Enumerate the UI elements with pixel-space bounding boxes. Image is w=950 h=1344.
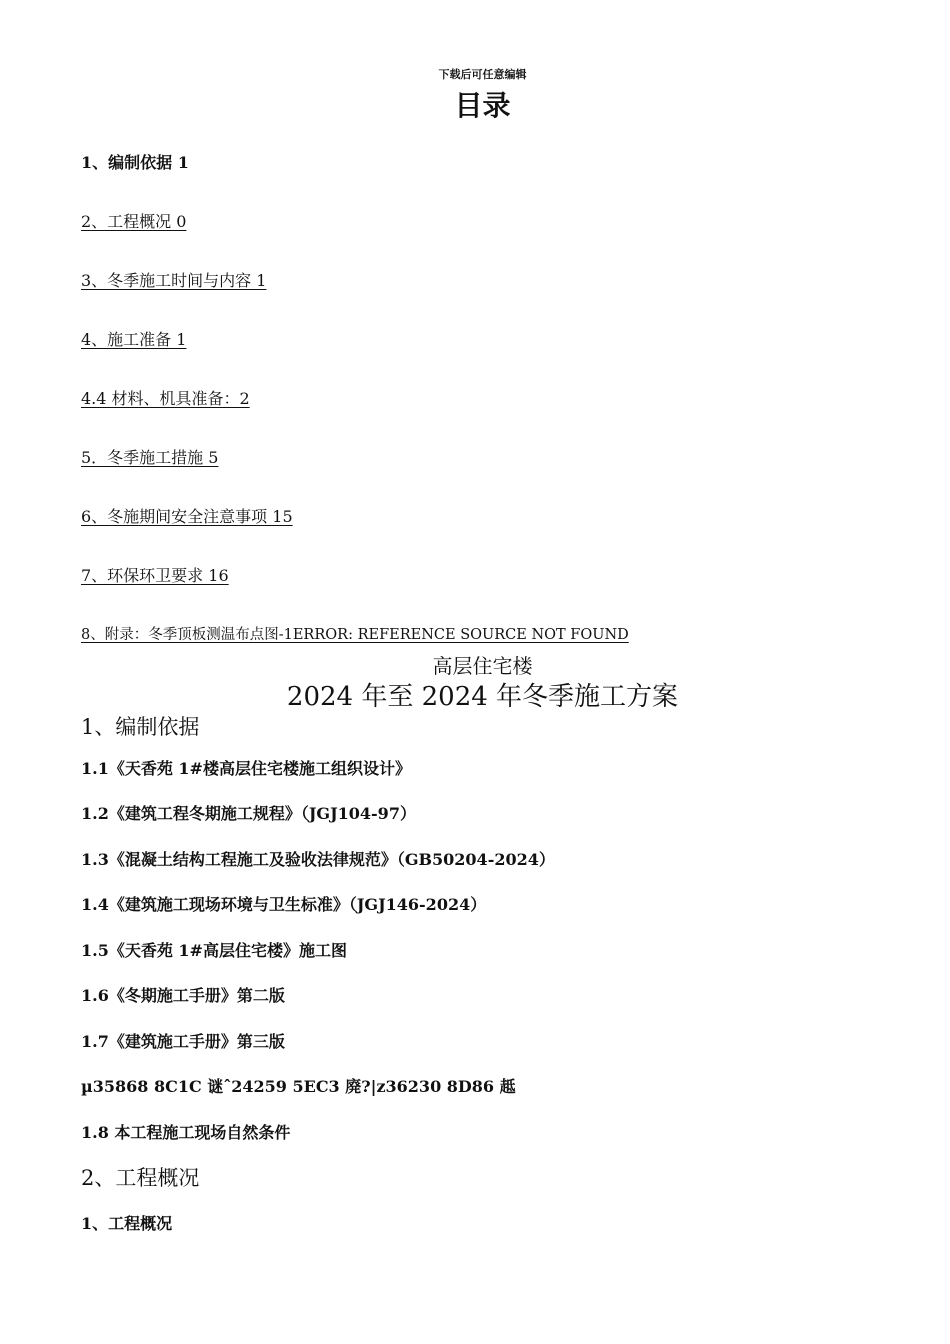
garbled-text-line: µ35868 8C1C 谜ˆ24259 5EC3 廃?|z36230 8D86 趆 (81, 1077, 516, 1096)
basis-item-1-2: 1.2《建筑工程冬期施工规程》（JGJ104-97） (81, 804, 416, 823)
toc-item-3[interactable]: 3、冬季施工时间与内容 1 (81, 271, 267, 290)
basis-item-1-4: 1.4《建筑施工现场环境与卫生标准》（JGJ146-2024） (81, 895, 487, 914)
section-heading-2: 2、工程概况 (81, 1166, 200, 1190)
toc-title: 目录 (454, 89, 511, 122)
basis-item-1-3: 1.3《混凝土结构工程施工及验收法律规范》（GB50204-2024） (81, 850, 555, 869)
toc-item-5[interactable]: 5．冬季施工措施 5 (81, 448, 219, 467)
basis-item-1-7: 1.7《建筑施工手册》第三版 (81, 1032, 285, 1051)
basis-item-1-6: 1.6《冬期施工手册》第二版 (81, 986, 285, 1005)
toc-item-7[interactable]: 7、环保环卫要求 16 (81, 566, 229, 585)
document-title: 2024 年至 2024 年冬季施工方案 (286, 682, 679, 712)
basis-item-1-8: 1.8 本工程施工现场自然条件 (81, 1123, 291, 1142)
header-note: 下载后可任意编辑 (438, 68, 527, 81)
toc-item-8[interactable]: 8、附录：冬季顶板测温布点图-1ERROR: REFERENCE SOURCE NOT FOUND (81, 627, 629, 643)
subheading-project-overview: 1、工程概况 (81, 1214, 173, 1233)
toc-item-6[interactable]: 6、冬施期间安全注意事项 15 (81, 507, 293, 526)
toc-item-4-4[interactable]: 4.4 材料、机具准备：2 (81, 389, 250, 408)
toc-item-4[interactable]: 4、施工准备 1 (81, 330, 187, 349)
toc-item-2[interactable]: 2、工程概况 0 (81, 212, 187, 231)
basis-item-1-5: 1.5《天香苑 1#高层住宅楼》施工图 (81, 941, 347, 960)
section-heading-1: 1、编制依据 (81, 715, 200, 739)
toc-item-1: 1、编制依据 1 (81, 153, 189, 172)
document-subtitle: 高层住宅楼 (432, 654, 533, 678)
basis-item-1-1: 1.1《天香苑 1#楼高层住宅楼施工组织设计》 (81, 759, 411, 778)
